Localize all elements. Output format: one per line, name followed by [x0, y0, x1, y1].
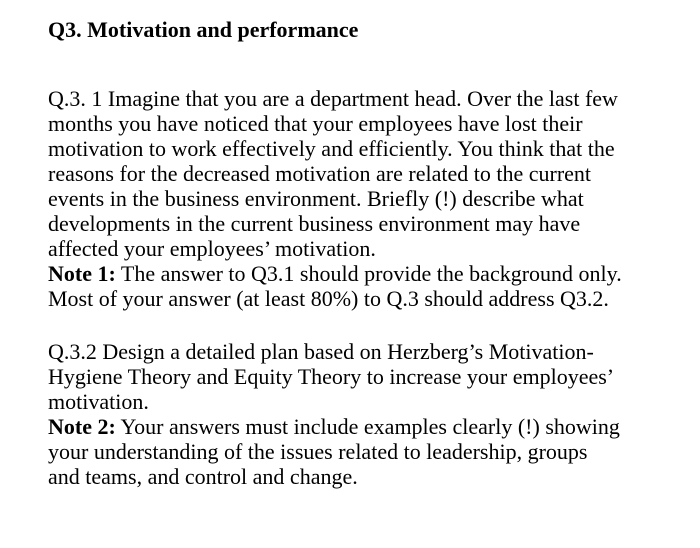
question-line: Hygiene Theory and Equity Theory to increase your employees’: [48, 364, 615, 389]
question-line: months you have noticed that your employees have lost their: [48, 111, 583, 136]
question-3-2: [48, 339, 688, 489]
question-line: reasons for the decreased motivation are related to the current: [48, 161, 592, 186]
section-heading: Q3. Motivation and performance: [48, 17, 359, 42]
note-2-line: [48, 414, 688, 439]
note-1-label: Note 1:: [48, 261, 116, 286]
question-3-1: [48, 86, 688, 311]
note-1-text: The answer to Q3.1 should provide the background only.: [115, 261, 622, 286]
note-1-line: [48, 261, 688, 286]
note-2-line: your understanding of the issues related to leadership, groups: [48, 439, 588, 464]
document-page: [48, 14, 688, 489]
question-line: motivation to work effectively and efficiently. You think that the: [48, 136, 615, 161]
note-2-text: Your answers must include examples clearly (!) showing: [115, 414, 620, 439]
question-line: affected your employees’ motivation.: [48, 236, 376, 261]
question-line: motivation.: [48, 389, 149, 414]
question-line: events in the business environment. Briefly (!) describe what: [48, 186, 584, 211]
question-line: Q.3.2 Design a detailed plan based on Herzberg’s Motivation-: [48, 339, 594, 364]
note-2-line: and teams, and control and change.: [48, 464, 358, 489]
note-1-line: Most of your answer (at least 80%) to Q.3 should address Q3.2.: [48, 286, 609, 311]
note-2-label: Note 2:: [48, 414, 116, 439]
question-line: developments in the current business environment may have: [48, 211, 581, 236]
question-line: Q.3. 1 Imagine that you are a department head. Over the last few: [48, 86, 618, 111]
